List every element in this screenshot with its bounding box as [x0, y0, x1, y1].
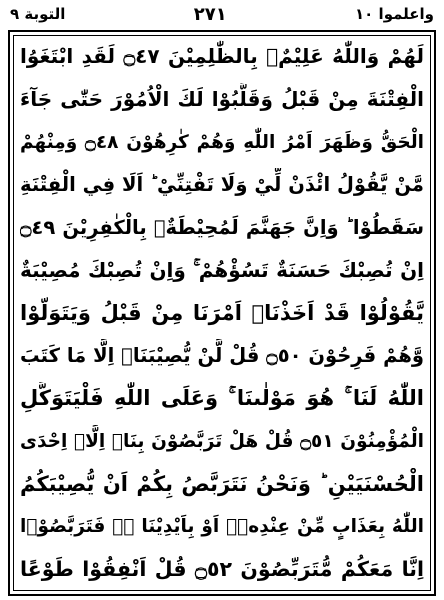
- verse-line: اللّٰهُ بِعَذَابٍ مِّنْ عِنْدِهٖۤ اَوْ بِاَيْدِيْنَا ۖۚ فَتَرَبَّصُوْۤا: [20, 516, 424, 538]
- verse-line: وَّهُمْ فَرِحُوْنَ ۝٥٠ قُلْ لَّنْ يُّصِيْبَنَاۤ اِلَّا مَا كَتَبَ: [20, 344, 424, 368]
- verse-line: الْحَقُّ وَظَهَرَ اَمْرُ اللّٰهِ وَهُمْ كٰرِهُوْنَ ۝٤٨ وَمِنْهُمْ: [20, 131, 424, 153]
- verse-line: اِنْ تُصِبْكَ حَسَنَةٌ تَسُؤْهُمْ ۚ وَاِنْ تُصِبْكَ مُصِيْبَةٌ: [20, 257, 424, 282]
- verse-line: سَقَطُوْا ؕ وَاِنَّ جَهَنَّمَ لَمُحِيْطَةٌۢ بِالْكٰفِرِيْنَ ۝٤٩: [20, 216, 424, 239]
- verse-line: الْحُسْنَيَيْنِ ؕ وَنَحْنُ نَتَرَبَّصُ بِكُمْ اَنْ يُّصِيْبَكُمُ: [20, 471, 424, 496]
- verse-line: لَهُمْ وَاللّٰهُ عَلِيْمٌۢ بِالظّٰلِمِيْنَ ۝٤٧ لَقَدِ ابْتَغَوُا: [20, 44, 424, 68]
- text-frame: [8, 30, 436, 596]
- verse-line: اللّٰهُ لَنَا ۚ هُوَ مَوْلٰىنَا ۚ وَعَلَى اللّٰهِ فَلْيَتَوَكَّلِ: [20, 386, 424, 410]
- verse-line: الْمُؤْمِنُوْنَ ۝٥١ قُلْ هَلْ تَرَبَّصُوْنَ بِنَاۤ اِلَّاۤ اِحْدَى: [20, 430, 424, 452]
- verse-line: اِنَّا مَعَكُمْ مُّتَرَبِّصُوْنَ ۝٥٢ قُلْ اَنْفِقُوْا طَوْعًا: [20, 557, 424, 581]
- verse-line: الْفِتْنَةَ مِنْ قَبْلُ وَقَلَّبُوْا لَكَ الْاُمُوْرَ حَتّٰى جَآءَ: [20, 86, 424, 111]
- verse-line: يَّقُوْلُوْا قَدْ اَخَذْنَاۤ اَمْرَنَا مِنْ قَبْلُ وَيَتَوَلَّوْا: [20, 300, 424, 325]
- page-header: [10, 2, 434, 26]
- verse-line: مَّنْ يَّقُوْلُ ائْذَنْ لِّيْ وَلَا تَفْتِنِّيْ ؕ اَلَا فِي الْفِتْنَةِ: [20, 173, 424, 197]
- page-number: ٢٧١: [193, 3, 227, 25]
- surah-name: التوبة ٩: [10, 5, 66, 23]
- juz-name: واعلموا ١٠: [355, 5, 434, 23]
- text-frame-inner: [13, 35, 431, 591]
